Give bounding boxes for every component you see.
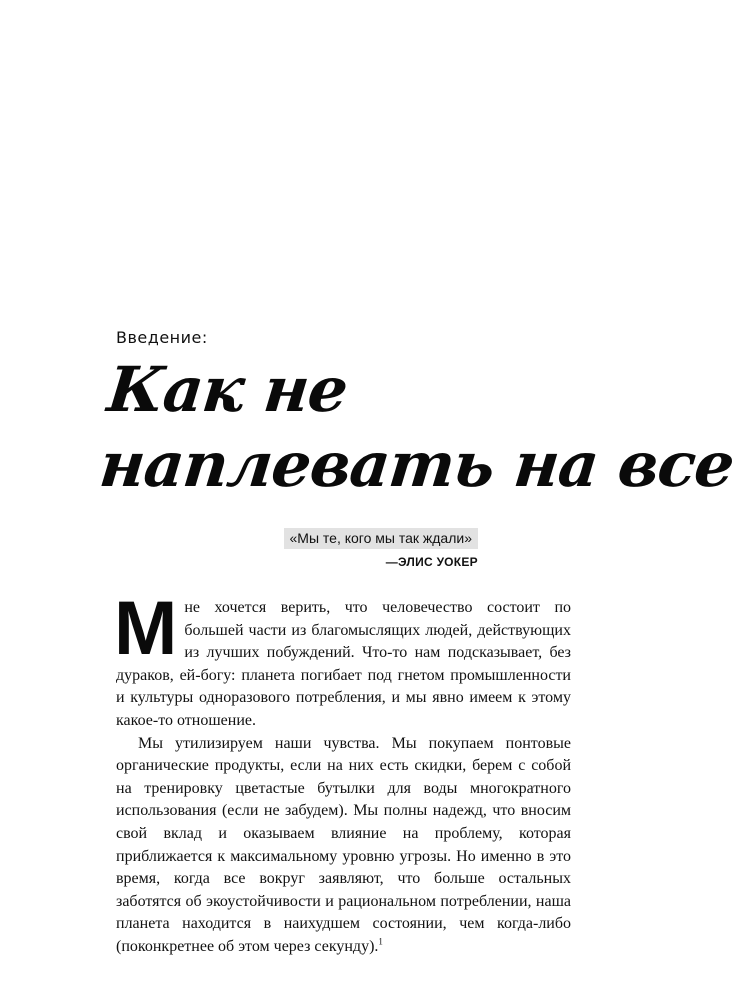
paragraph-2-text: Мы утилизируем наши чувства. Мы покупаем понтовые органические продукты, если на них есть скидки, берем с собой на тренировку цветастые бутылки для воды многократного использования (если не забудем). Мы полны надежд, что вносим свой вклад и оказываем влияние на проблему, которая приближается к максимальному уровню угрозы. Но именно в это время, когда все вокруг заявляют, что больше остальных заботятся об экоустойчивости и рациональном потреблении, наша планета находится в наихудшем состоянии, чем когда-либо (поконкретнее об этом через секунду). — [116, 734, 571, 955]
footnote-ref[interactable]: 1 — [378, 936, 383, 947]
drop-cap: М — [114, 586, 178, 671]
body-text — [114, 586, 571, 959]
paragraph-1 — [114, 586, 571, 733]
paragraph-1-text: не хочется верить, что человечество состоит по большей части из благомыслящих людей, действующих из лучших побуждений. Что-то нам подсказывает, без дураков, ей-богу: планета погибает под гнетом промышленности и культуры одноразового потребления, и мы явно имеем к этому какое-то отношение. — [116, 599, 571, 729]
chapter-title-line-2: наплевать на все — [96, 428, 738, 501]
epigraph-author: —ЭЛИС УОКЕР — [385, 555, 478, 569]
epigraph — [242, 528, 478, 569]
epigraph-quote: «Мы те, кого мы так ждали» — [284, 528, 479, 549]
chapter-title-line-1: Как не — [104, 353, 351, 426]
chapter-title — [96, 352, 738, 502]
chapter-label: Введение: — [116, 328, 208, 347]
paragraph-2 — [116, 733, 571, 959]
